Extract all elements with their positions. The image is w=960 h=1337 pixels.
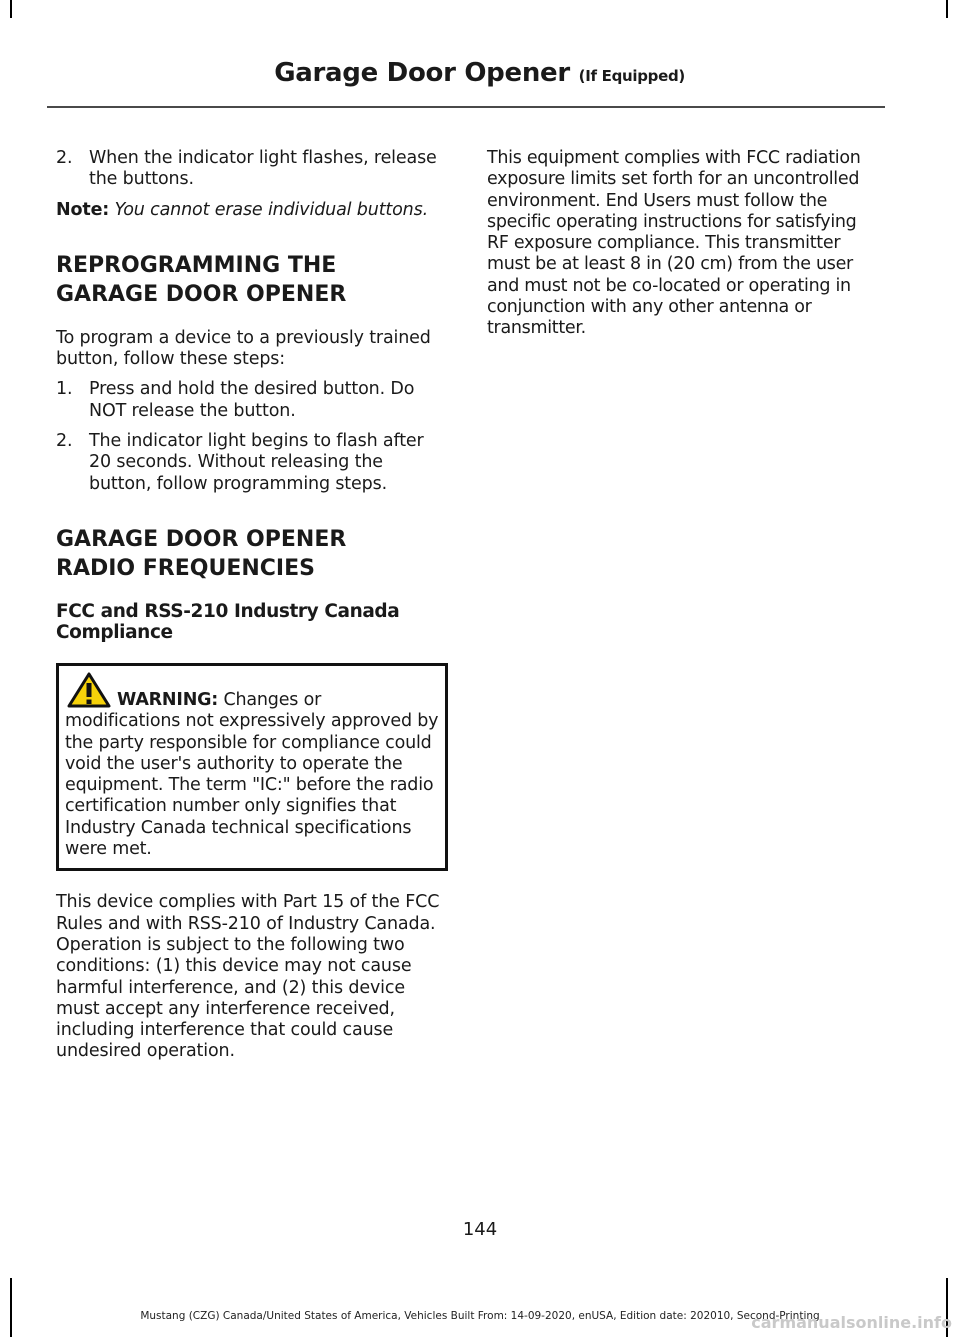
header-divider	[47, 106, 885, 108]
left-column	[56, 148, 448, 1063]
compliance-paragraph: This device complies with Part 15 of the FCC Rules and with RSS-210 of Industry Canada. Operation is subject to the following two conditions: (1) this device may not cause harmful interference, and (2) this device must accept any interference received, including interference that could cause undesired operation.	[56, 892, 440, 1062]
warning-box	[56, 663, 448, 871]
warning-label: WARNING:	[117, 689, 219, 710]
note	[56, 200, 448, 221]
page-header	[274, 58, 685, 88]
header-title: Garage Door Opener	[274, 58, 570, 88]
list-text: Press and hold the desired button. Do NOT release the button.	[89, 379, 415, 421]
section-heading	[56, 525, 448, 583]
section-heading	[56, 251, 448, 309]
crop-mark-bottom-left	[10, 1278, 12, 1337]
crop-mark-top-right	[946, 0, 948, 18]
warning-text: Changes or modifications not expressively approved by the party responsible for compliance could void the user's authority to operate the equipment. The term "IC:" before the radio certification number only signifies that Industry Canada technical specifications were met.	[65, 689, 439, 860]
section-heading-line: GARAGE DOOR OPENER	[56, 281, 347, 307]
list-number: 2.	[56, 148, 73, 168]
intro-paragraph: To program a device to a previously trained button, follow these steps:	[56, 327, 431, 370]
list-item	[56, 379, 448, 422]
right-column	[487, 148, 881, 340]
list-number: 1.	[56, 379, 73, 400]
list-item	[56, 148, 448, 191]
section-heading-line: GARAGE DOOR OPENER	[56, 526, 347, 552]
list-text: The indicator light begins to flash after 20 seconds. Without releasing the button, follow programming steps.	[89, 431, 424, 494]
footer-text: Mustang (CZG) Canada/United States of America, Vehicles Built From: 14-09-2020, enUSA, Edition date: 202010, Second-Printing	[140, 1310, 820, 1322]
warning-triangle-icon	[67, 672, 111, 714]
page-number: 144	[462, 1219, 498, 1240]
header-subtitle: (If Equipped)	[578, 67, 685, 85]
section-heading-line: RADIO FREQUENCIES	[56, 555, 315, 581]
list-number: 2.	[56, 431, 73, 452]
list-text: When the indicator light flashes, release the buttons.	[89, 148, 437, 190]
crop-mark-top-left	[10, 0, 12, 18]
section-heading-line: REPROGRAMMING THE	[56, 252, 337, 278]
note-text: You cannot erase individual buttons.	[114, 199, 428, 220]
radiation-paragraph: This equipment complies with FCC radiation exposure limits set forth for an uncontrolled environment. End Users must follow the specific operating instructions for satisfying RF exposure compliance. This transmitter must be at least 8 in (20 cm) from the user and must not be co-located or operating in conjunction with any other antenna or transmitter.	[487, 148, 861, 339]
list-item	[56, 431, 448, 495]
note-label: Note:	[56, 199, 110, 220]
watermark: carmanualsonline.info	[751, 1313, 952, 1332]
subsection-heading: FCC and RSS-210 Industry Canada Compliance	[56, 600, 400, 643]
